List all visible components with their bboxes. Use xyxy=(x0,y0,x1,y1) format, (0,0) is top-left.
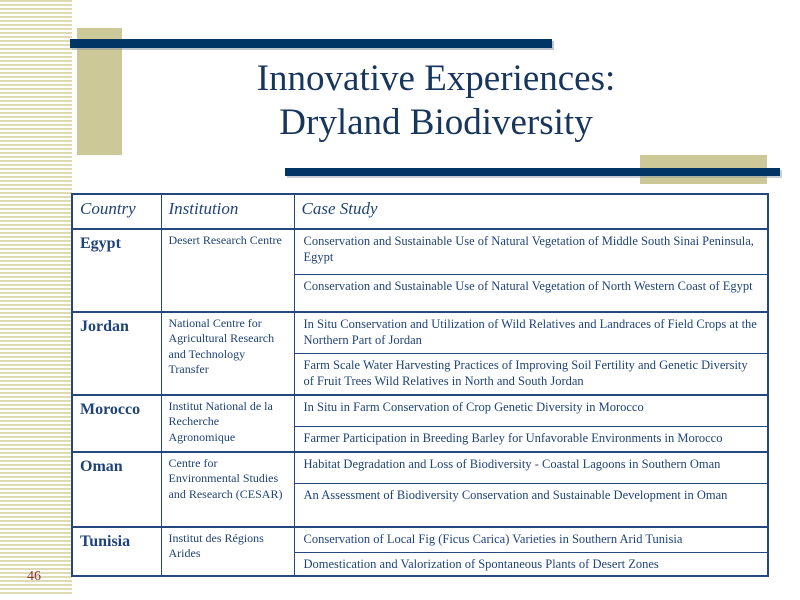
institution-cell-tunisia: Institut des Régions Arides xyxy=(161,527,294,576)
case-study-cell: In Situ in Farm Conservation of Crop Genetic Diversity in Morocco xyxy=(294,395,768,427)
country-cell-oman: Oman xyxy=(72,452,161,527)
case-study-cell: Conservation and Sustainable Use of Natural Vegetation of North Western Coast of Egypt xyxy=(294,275,768,313)
institution-cell-egypt: Desert Research Centre xyxy=(161,229,294,312)
country-cell-jordan: Jordan xyxy=(72,312,161,395)
country-cell-morocco: Morocco xyxy=(72,395,161,452)
case-study-cell: Farm Scale Water Harvesting Practices of Improving Soil Fertility and Genetic Diversity of Fruit Trees Wild Relatives in North and South Jordan xyxy=(294,354,768,396)
institution-cell-oman: Centre for Environmental Studies and Research (CESAR) xyxy=(161,452,294,527)
table-row xyxy=(72,527,768,553)
institution-cell-jordan: National Centre for Agricultural Research and Technology Transfer xyxy=(161,312,294,395)
case-study-cell: Farmer Participation in Breeding Barley for Unfavorable Environments in Morocco xyxy=(294,427,768,453)
country-cell-egypt: Egypt xyxy=(72,229,161,312)
decorative-navy-bar-bottom xyxy=(285,168,780,176)
case-study-cell: In Situ Conservation and Utilization of Wild Relatives and Landraces of Field Crops at the Northern Part of Jordan xyxy=(294,312,768,354)
case-study-cell: Domestication and Valorization of Spontaneous Plants of Desert Zones xyxy=(294,553,768,577)
slide-title xyxy=(72,57,800,144)
decorative-navy-bar-top xyxy=(70,39,552,48)
table-header-row xyxy=(72,194,768,229)
slide-title-line1: Innovative Experiences: xyxy=(256,58,616,99)
case-study-cell: Conservation and Sustainable Use of Natural Vegetation of Middle South Sinai Peninsula, Egypt xyxy=(294,229,768,275)
case-study-table xyxy=(71,193,769,577)
page-number: 46 xyxy=(27,569,41,584)
case-study-cell: An Assessment of Biodiversity Conservation and Sustainable Development in Oman xyxy=(294,484,768,528)
institution-cell-morocco: Institut National de la Recherche Agronomique xyxy=(161,395,294,452)
column-header-institution: Institution xyxy=(161,194,294,229)
table-row xyxy=(72,452,768,484)
slide-title-line2: Dryland Biodiversity xyxy=(279,101,593,143)
case-study-cell: Conservation of Local Fig (Ficus Carica) Varieties in Southern Arid Tunisia xyxy=(294,527,768,553)
table-row xyxy=(72,312,768,354)
left-striped-band xyxy=(0,0,72,595)
case-study-cell: Habitat Degradation and Loss of Biodiversity - Coastal Lagoons in Southern Oman xyxy=(294,452,768,484)
table-row xyxy=(72,395,768,427)
country-cell-tunisia: Tunisia xyxy=(72,527,161,576)
table-row xyxy=(72,229,768,275)
column-header-case-study: Case Study xyxy=(294,194,768,229)
column-header-country: Country xyxy=(72,194,161,229)
